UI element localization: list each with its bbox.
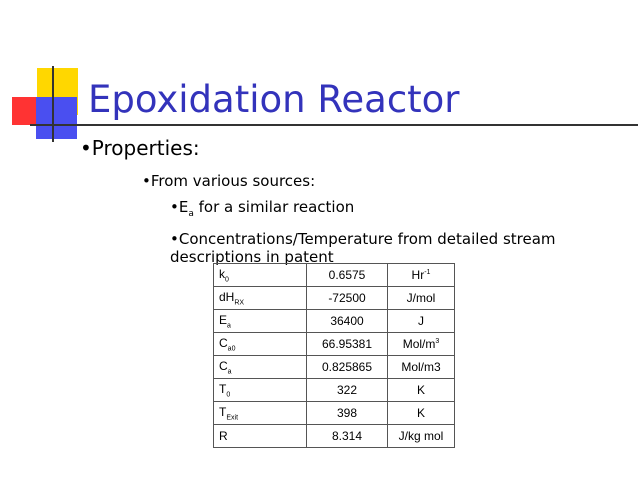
property-symbol: k (219, 266, 225, 281)
property-symbol: E (219, 312, 228, 327)
property-unit: Hr (411, 268, 425, 282)
table-row (214, 425, 455, 448)
logo-square-blue (36, 97, 77, 139)
property-symbol-cell (214, 310, 307, 333)
bullet-ea-text: for a similar reaction (193, 198, 355, 216)
property-unit-cell (388, 379, 455, 402)
property-symbol-subscript: a0 (227, 345, 236, 353)
property-symbol-subscript: 0 (225, 276, 229, 284)
property-value: 0.6575 (307, 264, 388, 287)
properties-table (213, 263, 455, 448)
property-value: -72500 (307, 287, 388, 310)
property-unit-superscript: 3 (435, 338, 440, 345)
property-symbol-cell (214, 425, 307, 448)
bullet-concentrations: •Concentrations/Temperature from detailed stream descriptions in patent (170, 230, 556, 266)
bullet-sources: •From various sources: (142, 172, 316, 190)
table-row (214, 264, 455, 287)
property-symbol-subscript: Exit (226, 414, 239, 422)
property-symbol-cell (214, 402, 307, 425)
property-unit: K (416, 406, 425, 420)
table-row (214, 379, 455, 402)
slide-title: Epoxidation Reactor (88, 78, 460, 121)
property-symbol-cell (214, 264, 307, 287)
property-symbol: dH (219, 289, 235, 304)
property-unit-superscript: -1 (424, 269, 431, 276)
property-value: 66.95381 (307, 333, 388, 356)
properties-table-body (214, 264, 455, 448)
table-row (214, 356, 455, 379)
property-symbol-cell (214, 333, 307, 356)
property-symbol: T (219, 404, 227, 419)
logo-vertical-line (52, 66, 54, 142)
property-symbol: C (219, 335, 228, 350)
property-symbol: R (219, 429, 228, 443)
property-unit-cell (388, 402, 455, 425)
title-underline (30, 124, 638, 126)
table-row (214, 310, 455, 333)
table-row (214, 287, 455, 310)
bullet-ea-subscript: a (188, 209, 194, 219)
property-value: 0.825865 (307, 356, 388, 379)
property-unit: K (416, 383, 425, 397)
property-value: 8.314 (307, 425, 388, 448)
property-symbol: T (219, 381, 227, 396)
property-unit-cell (388, 333, 455, 356)
property-symbol-subscript: RX (234, 299, 245, 307)
property-unit: J/mol (406, 291, 436, 305)
property-unit-cell (388, 310, 455, 333)
table-row (214, 333, 455, 356)
bullet-activation-energy (170, 198, 354, 219)
bullet-ea-symbol: •E (170, 198, 189, 216)
table-row (214, 402, 455, 425)
property-unit: J (418, 314, 424, 328)
property-symbol-subscript: 0 (226, 391, 231, 399)
property-unit: Mol/m3 (401, 360, 441, 374)
property-unit: Mol/m (402, 337, 436, 351)
property-value: 36400 (307, 310, 388, 333)
property-unit-cell (388, 287, 455, 310)
property-symbol: C (219, 358, 228, 373)
property-unit-cell (388, 425, 455, 448)
property-symbol-cell (214, 287, 307, 310)
property-unit: J/kg mol (398, 429, 444, 443)
property-unit-cell (388, 356, 455, 379)
property-symbol-subscript: a (227, 322, 231, 330)
property-symbol-cell (214, 356, 307, 379)
property-symbol-subscript: a (227, 368, 232, 376)
property-symbol-cell (214, 379, 307, 402)
bullet-properties: •Properties: (80, 136, 200, 160)
property-value: 398 (307, 402, 388, 425)
property-value: 322 (307, 379, 388, 402)
property-unit-cell (388, 264, 455, 287)
